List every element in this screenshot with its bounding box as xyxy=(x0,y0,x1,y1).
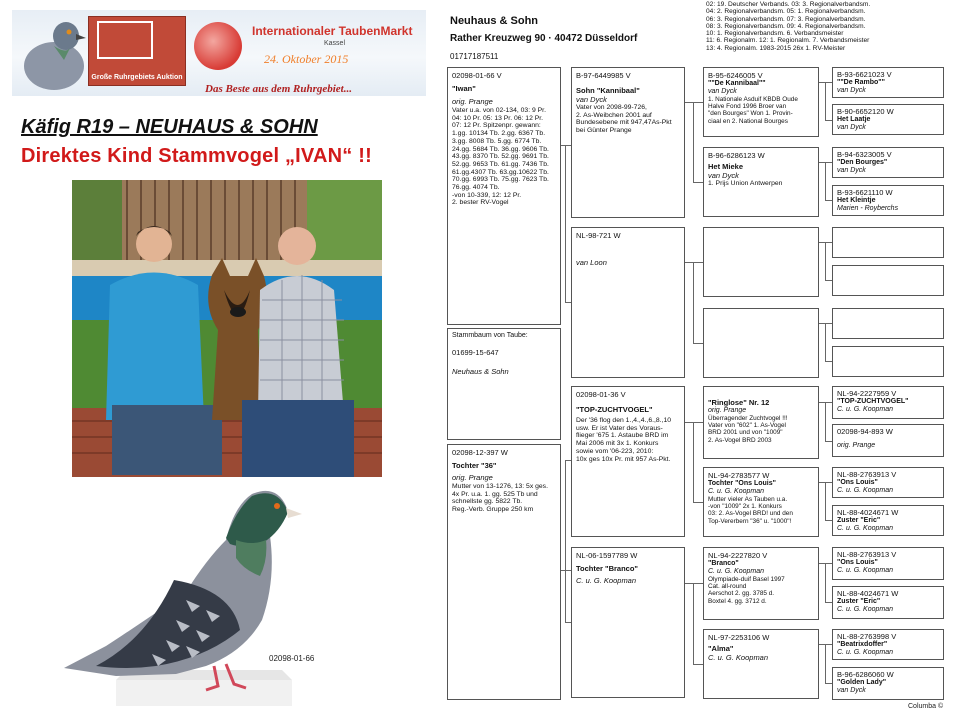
ancestor-name: "Beatrixdoffer" xyxy=(837,641,888,648)
gen3-box xyxy=(703,147,819,217)
note-line: 4x Pr. u.a. 1. gg. 525 Tb und xyxy=(452,490,538,498)
ancestor-name: ""De Kannibaal"" xyxy=(708,80,766,87)
connector-line xyxy=(685,422,703,423)
ancestor-ring: NL-88-2763998 V xyxy=(837,632,897,641)
gen3-box xyxy=(703,67,819,137)
stammbaum-ring: 01699-15-647 xyxy=(452,347,499,357)
ancestor-breeder: van Dyck xyxy=(837,687,866,694)
gen4-box xyxy=(832,505,944,536)
ancestor-breeder: C. u. G. Koopman xyxy=(837,567,894,574)
ancestor-name: ""De Rambo"" xyxy=(837,79,885,86)
connector-line xyxy=(561,570,571,571)
connector-line xyxy=(825,323,826,361)
stammbaum-box xyxy=(447,328,561,440)
note-line: Cat. all-round xyxy=(708,583,747,591)
dam-breeder: orig. Prange xyxy=(452,473,493,482)
subject-notes xyxy=(452,107,556,207)
gen2-box xyxy=(571,67,685,218)
connector-line xyxy=(825,361,832,362)
note-line: sowie vom '06-223, 2010: xyxy=(576,447,654,455)
note-line: usw. Er ist Vater des Voraus- xyxy=(576,424,663,432)
ancestor-notes xyxy=(576,104,680,135)
ancestor-breeder: C. u. G. Koopman xyxy=(837,487,894,494)
ancestor-breeder: C. u. G. Koopman xyxy=(837,649,894,656)
connector-line xyxy=(693,343,703,344)
connector-line xyxy=(685,102,703,103)
gen2-box xyxy=(571,547,685,698)
legend-line: 02: 19. Deutscher Verbands. 03: 3. Regionalverbandsm. xyxy=(706,1,871,8)
gen2-box xyxy=(571,227,685,378)
note-line: Der '36 flog den 1.,4.,4.,6.,8.,10 xyxy=(576,417,672,424)
connector-line xyxy=(693,502,703,503)
legend-line: 04: 2. Regionalverbandsm. 05: 1. Regionalverbandsm. xyxy=(706,8,866,16)
note-line: -von "1009" 2x 1. Konkurs xyxy=(708,503,782,511)
gen4-box xyxy=(832,586,944,619)
connector-line xyxy=(825,683,832,684)
bird-ring-number: 02098-01-66 xyxy=(269,654,315,663)
ancestor-name: "Branco" xyxy=(708,560,739,567)
ancestor-breeder: van Dyck xyxy=(708,88,737,95)
gen3-box xyxy=(703,386,819,459)
connector-line xyxy=(825,520,832,521)
connector-line xyxy=(825,482,826,520)
ancestor-breeder: C. u. G. Koopman xyxy=(708,488,765,495)
note-line: 03: 2. As-Vogel BRD! und den xyxy=(708,510,793,518)
note-line: 61.gg.4307 Tb. 63.gg.10622 Tb. xyxy=(452,168,549,176)
ancestor-name: Het Kleintje xyxy=(837,197,876,204)
connector-line xyxy=(565,460,571,461)
ancestor-ring: B-93-6621110 W xyxy=(837,188,893,197)
subject-ring: 02098-01-66 V xyxy=(452,71,502,80)
ancestor-notes xyxy=(708,415,814,444)
note-line: 70.gg. 6993 Tb. 75.gg. 7623 Tb. xyxy=(452,176,549,184)
ancestor-ring: B-97-6449985 V xyxy=(576,71,631,80)
connector-line xyxy=(565,460,566,622)
ancestor-breeder: C. u. G. Koopman xyxy=(708,653,769,662)
ancestor-name: "Golden Lady" xyxy=(837,679,887,686)
note-line: 1.gg. 10134 Tb. 2.gg. 6367 Tb. xyxy=(452,130,546,138)
ancestor-breeder: van Dyck xyxy=(837,167,866,174)
ancestor-breeder: Marien - Royberchs xyxy=(837,205,899,212)
note-line: BRD 2001 und von "1009" xyxy=(708,429,783,437)
note-line: 52.gg. 9653 Tb. 61.gg. 7436 Tb. xyxy=(452,160,549,168)
ancestor-name: Tochter "Branco" xyxy=(576,564,638,573)
ancestor-ring: B-90-6652120 W xyxy=(837,107,894,116)
ancestor-breeder: C. u. G. Koopman xyxy=(708,568,765,575)
note-line: Reg.-Verb. Gruppe 250 km xyxy=(452,506,534,514)
ancestor-ring: B-95-6246005 V xyxy=(708,71,763,80)
note-line: 2. As-Weibchen 2001 auf xyxy=(576,111,652,119)
ancestor-ring: NL-98-721 W xyxy=(576,231,621,240)
cage-title: Käfig R19 – NEUHAUS & SOHN xyxy=(21,116,318,138)
note-line: Mai 2006 mit 3x 1. Konkurs xyxy=(576,440,659,448)
ancestor-name: "Ons Louis" xyxy=(837,559,878,566)
ancestor-name: "Den Bourges" xyxy=(837,159,888,166)
ancestor-name: "Alma" xyxy=(708,644,734,653)
legend-line: 10: 1. Regionalverbandsm. 6. Verbandsmeister xyxy=(706,30,844,38)
banner-date: 24. Oktober 2015 xyxy=(264,52,349,66)
note-line: 04: 10 Pr. 05: 13 Pr. 06: 12 Pr. xyxy=(452,114,544,122)
ancestor-name: Zuster "Eric" xyxy=(837,517,881,524)
gen3-box xyxy=(703,227,819,297)
note-line: Mutter vieler As Tauben u.a. xyxy=(708,496,788,503)
dam-name: Tochter "36" xyxy=(452,461,497,470)
ancestor-name: "Ringlose" Nr. 12 xyxy=(708,398,770,407)
gen4-box xyxy=(832,308,944,339)
ancestor-ring: NL-88-4024671 W xyxy=(837,589,899,598)
ancestor-breeder: van Loon xyxy=(576,258,607,267)
note-line: -von 10-339, 12: 12 Pr. xyxy=(452,191,522,199)
pedigree-address: Rather Kreuzweg 90 · 40472 Düsseldorf xyxy=(450,33,638,44)
note-line: Mutter von 13-1276, 13: 5x ges. xyxy=(452,483,548,490)
note-line: 43.gg. 8370 Tb. 52.gg. 9691 Tb. xyxy=(452,153,549,161)
note-line: 76.gg. 4074 Tb. xyxy=(452,184,500,192)
note-line: 3.gg. 8008 Tb. 5.gg. 6774 Tb. xyxy=(452,137,542,145)
ancestor-breeder: orig. Prange xyxy=(837,442,876,449)
connector-line xyxy=(565,302,571,303)
legend-line: 11: 6. Regionalm. 12: 1. Regionalm. 7. Verbandsmeister xyxy=(706,37,870,45)
connector-line xyxy=(693,422,694,502)
note-line: 10x ges 10x Pr. mit 957 As-Pkt. xyxy=(576,455,671,463)
legend-line: 08: 3. Regionalverbandsm. 09: 4. Regionalverbandsm. xyxy=(706,22,866,30)
ancestor-ring: B-96-6286060 W xyxy=(837,670,894,679)
connector-line xyxy=(693,102,694,182)
note-line: flieger '675 1. Astaube BRD im xyxy=(576,432,669,440)
auction-logo-text: Große Ruhrgebiets Auktion xyxy=(91,74,183,81)
gen4-box xyxy=(832,265,944,296)
ancestor-ring: NL-88-2763913 V xyxy=(837,470,897,479)
ancestor-name: Het Laatje xyxy=(837,116,871,123)
connector-line xyxy=(825,200,832,201)
note-line: Bundesebene mit 947,47As-Pkt xyxy=(576,119,672,127)
note-line: 2. bester RV-Vogel xyxy=(452,199,509,207)
ancestor-ring: 02098-01-36 V xyxy=(576,390,626,399)
gen4-box xyxy=(832,227,944,258)
connector-line xyxy=(685,262,703,263)
note-line: ciaal en 2. National Bourges xyxy=(708,117,788,125)
note-line: 24.gg. 5684 Tb. 36.gg. 9606 Tb. xyxy=(452,145,549,153)
ancestor-breeder: C. u. G. Koopman xyxy=(576,576,637,585)
ancestor-ring: NL-97-2253106 W xyxy=(708,633,770,642)
subject-breeder: orig. Prange xyxy=(452,97,493,106)
ancestor-breeder: C. u. G. Koopman xyxy=(837,525,894,532)
ancestor-breeder: van Dyck xyxy=(837,124,866,131)
ancestor-ring: NL-94-2227820 V xyxy=(708,551,768,560)
ancestor-breeder: van Dyck xyxy=(576,95,607,104)
gen4-box xyxy=(832,185,944,216)
connector-line xyxy=(825,602,832,603)
note-line: Vater von "602" 1. As-Vogel xyxy=(708,422,786,430)
dam-ring: 02098-12-397 W xyxy=(452,448,508,457)
pigeon-illustration xyxy=(56,480,346,712)
banner-city: Kassel xyxy=(324,40,346,47)
ancestor-notes xyxy=(708,96,814,125)
connector-line xyxy=(693,262,694,343)
ancestor-notes xyxy=(708,496,814,525)
note-line: 1. Nationale Asduif KBDB Oude xyxy=(708,96,798,103)
note-line: Top-Vererbern "36" u. "1000"! xyxy=(708,517,792,525)
ancestor-name: Tochter "Ons Louis" xyxy=(708,480,776,487)
note-line: 2. As-Vogel BRD 2003 xyxy=(708,436,772,444)
note-line: 1. Prijs Union Antwerpen xyxy=(708,180,783,187)
gen4-box xyxy=(832,104,944,135)
note-line: Überragender Zuchtvogel !!! xyxy=(708,415,788,422)
note-line: Vater u.a. von 02-134, 03: 9 Pr. xyxy=(452,107,546,114)
ancestor-ring: B-93-6621023 V xyxy=(837,70,892,79)
gen4-box xyxy=(832,629,944,660)
ancestor-name: Het Mieke xyxy=(708,162,744,171)
connector-line xyxy=(565,145,566,303)
note-line: schnellste gg. 5822 Tb. xyxy=(452,498,523,506)
gen2-box xyxy=(571,386,685,537)
connector-line xyxy=(693,182,703,183)
dam-notes xyxy=(452,483,556,514)
ancestor-name: "TOP-ZUCHTVOGEL" xyxy=(837,398,909,405)
note-line: Vater von 2098-99-726, xyxy=(576,104,647,111)
ancestor-ring: NL-88-4024671 W xyxy=(837,508,899,517)
ancestor-ring: NL-94-2227959 V xyxy=(837,389,897,398)
gen4-box xyxy=(832,467,944,498)
subject-name: "Iwan" xyxy=(452,84,476,93)
gen4-box xyxy=(832,547,944,580)
connector-line xyxy=(825,644,826,683)
connector-line xyxy=(693,664,703,665)
ancestor-name: Zuster "Eric" xyxy=(837,598,881,605)
gen3-box xyxy=(703,467,819,537)
ancestor-notes xyxy=(708,180,814,188)
pedigree-owner: Neuhaus & Sohn xyxy=(450,15,539,27)
ancestor-notes xyxy=(576,417,680,463)
gen4-box xyxy=(832,386,944,419)
connector-line xyxy=(685,583,703,584)
note-line: Boxtel 4. gg. 3712 d. xyxy=(708,597,767,605)
note-line: "den Bourges" Won 1. Provin- xyxy=(708,110,793,118)
gen4-box xyxy=(832,147,944,178)
subject-box xyxy=(447,67,561,325)
results-legend xyxy=(706,1,956,52)
legend-line: 06: 3. Regionalverbandsm. 07: 3. Regionalverbandsm. xyxy=(706,15,866,23)
connector-line xyxy=(825,563,826,602)
pedigree-phone: 01717187511 xyxy=(450,52,499,61)
note-line: 07: 12 Pr. Spitzenpr. gewann: xyxy=(452,122,541,130)
ancestor-breeder: van Dyck xyxy=(837,87,866,94)
gen3-box xyxy=(703,547,819,620)
ancestor-notes xyxy=(708,576,814,605)
gen4-box xyxy=(832,346,944,377)
connector-line xyxy=(825,162,826,200)
ancestor-name: "TOP-ZUCHTVOGEL" xyxy=(576,405,653,414)
connector-line xyxy=(561,145,571,146)
pigeon-logo-icon xyxy=(14,14,88,94)
globe-icon xyxy=(194,22,242,70)
gen3-box xyxy=(703,308,819,378)
tagline: Das Beste aus dem Ruhrgebiet... xyxy=(205,83,352,95)
ancestor-breeder: van Dyck xyxy=(708,171,739,180)
columba-footer: Columba © xyxy=(908,703,944,710)
ancestor-name: "Ons Louis" xyxy=(837,479,878,486)
ancestor-ring: 02098-94-893 W xyxy=(837,427,893,436)
connector-line xyxy=(825,120,832,121)
connector-line xyxy=(565,622,571,623)
owners-photo xyxy=(72,180,382,477)
ancestor-ring: B-96-6286123 W xyxy=(708,151,765,160)
connector-line xyxy=(825,82,826,120)
ancestor-ring: NL-88-2763913 V xyxy=(837,550,897,559)
ancestor-ring: B-94-6323005 V xyxy=(837,150,892,159)
ancestor-ring: NL-94-2783577 W xyxy=(708,471,770,480)
connector-line xyxy=(825,242,826,280)
note-line: bei Günter Prange xyxy=(576,127,632,135)
ancestor-ring: NL-06-1597789 W xyxy=(576,551,638,560)
ancestor-breeder: orig. Prange xyxy=(708,407,747,414)
stammbaum-owner: Neuhaus & Sohn xyxy=(452,366,509,376)
dam-box xyxy=(447,444,561,700)
connector-line xyxy=(825,402,826,441)
note-line: Halve Fond 1996 Broer van xyxy=(708,103,787,111)
ancestor-breeder: C. u. G. Koopman xyxy=(837,606,894,613)
connector-line xyxy=(825,280,832,281)
note-line: Aerschot 2. gg. 3785 d. xyxy=(708,590,775,598)
auction-logo xyxy=(88,16,186,86)
ancestor-breeder: C. u. G. Koopman xyxy=(837,406,894,413)
gen4-box xyxy=(832,667,944,700)
gen3-box xyxy=(703,629,819,699)
note-line: Olympiade-duif Basel 1997 xyxy=(708,576,785,583)
stammbaum-label: Stammbaum von Taube: xyxy=(452,332,528,339)
cage-subtitle: Direktes Kind Stammvogel „IVAN“ !! xyxy=(21,145,372,167)
connector-line xyxy=(825,441,832,442)
banner-title: Internationaler TaubenMarkt xyxy=(252,24,413,38)
gen4-box xyxy=(832,424,944,457)
gen4-box xyxy=(832,67,944,98)
legend-line: 13: 4. Regionalm. 1983-2015 26x 1. RV-Meister xyxy=(706,44,846,52)
ancestor-name: Sohn "Kannibaal" xyxy=(576,86,640,95)
connector-line xyxy=(693,583,694,664)
